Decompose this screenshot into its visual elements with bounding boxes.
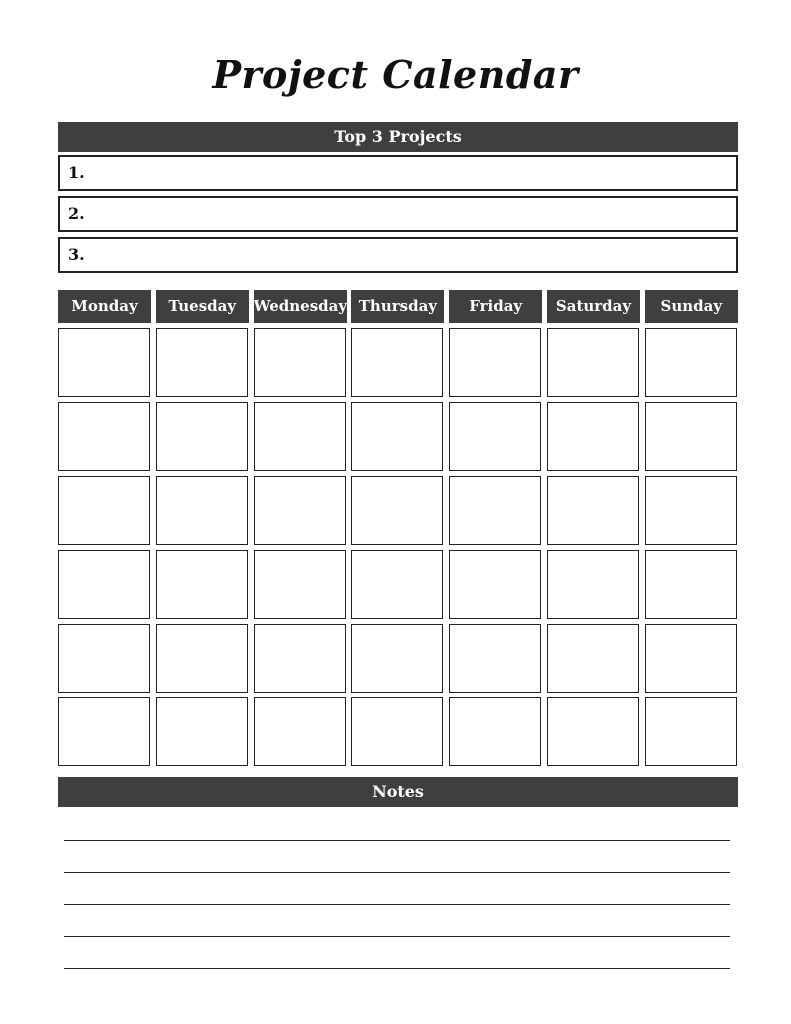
calendar-cell[interactable]	[58, 550, 150, 619]
note-line[interactable]	[64, 936, 730, 937]
calendar-cell[interactable]	[254, 328, 346, 397]
calendar-cell[interactable]	[449, 550, 541, 619]
calendar-cell[interactable]	[449, 402, 541, 471]
note-line[interactable]	[64, 840, 730, 841]
project-number: 3.	[68, 245, 85, 264]
calendar-cell[interactable]	[351, 550, 443, 619]
calendar-cell[interactable]	[254, 697, 346, 766]
note-line[interactable]	[64, 904, 730, 905]
calendar-cell[interactable]	[156, 624, 248, 693]
note-line[interactable]	[64, 968, 730, 969]
calendar-cell[interactable]	[254, 624, 346, 693]
calendar-cell[interactable]	[547, 476, 639, 545]
calendar-cell[interactable]	[351, 624, 443, 693]
project-number: 2.	[68, 204, 85, 223]
calendar-cell[interactable]	[58, 624, 150, 693]
notes-header: Notes	[58, 777, 738, 807]
calendar-cell[interactable]	[156, 550, 248, 619]
day-header-thursday: Thursday	[351, 290, 444, 323]
project-row-3[interactable]	[58, 237, 738, 273]
calendar-cell[interactable]	[58, 697, 150, 766]
calendar-cell[interactable]	[547, 402, 639, 471]
calendar-cell[interactable]	[449, 624, 541, 693]
calendar-cell[interactable]	[58, 402, 150, 471]
calendar-cell[interactable]	[351, 402, 443, 471]
calendar-cell[interactable]	[645, 402, 737, 471]
calendar-cell[interactable]	[645, 328, 737, 397]
calendar-cell[interactable]	[449, 697, 541, 766]
day-header-saturday: Saturday	[547, 290, 640, 323]
calendar-cell[interactable]	[351, 476, 443, 545]
day-header-tuesday: Tuesday	[156, 290, 249, 323]
calendar-cell[interactable]	[645, 476, 737, 545]
project-number: 1.	[68, 163, 85, 182]
calendar-cell[interactable]	[449, 476, 541, 545]
calendar-cell[interactable]	[58, 328, 150, 397]
day-header-wednesday: Wednesday	[254, 290, 347, 323]
day-header-friday: Friday	[449, 290, 542, 323]
calendar-cell[interactable]	[254, 476, 346, 545]
calendar-cell[interactable]	[351, 697, 443, 766]
calendar-cell[interactable]	[254, 402, 346, 471]
calendar-cell[interactable]	[254, 550, 346, 619]
calendar-cell[interactable]	[547, 328, 639, 397]
page-title: Project Calendar	[212, 52, 579, 97]
day-header-monday: Monday	[58, 290, 151, 323]
calendar-cell[interactable]	[58, 476, 150, 545]
calendar-cell[interactable]	[645, 624, 737, 693]
day-header-sunday: Sunday	[645, 290, 738, 323]
calendar-cell[interactable]	[449, 328, 541, 397]
calendar-cell[interactable]	[156, 328, 248, 397]
calendar-cell[interactable]	[351, 328, 443, 397]
project-row-2[interactable]	[58, 196, 738, 232]
projects-header: Top 3 Projects	[58, 122, 738, 152]
note-line[interactable]	[64, 872, 730, 873]
calendar-cell[interactable]	[645, 697, 737, 766]
project-row-1[interactable]	[58, 155, 738, 191]
calendar-cell[interactable]	[547, 624, 639, 693]
calendar-cell[interactable]	[156, 402, 248, 471]
calendar-cell[interactable]	[547, 550, 639, 619]
calendar-cell[interactable]	[547, 697, 639, 766]
calendar-cell[interactable]	[156, 697, 248, 766]
calendar-cell[interactable]	[156, 476, 248, 545]
calendar-cell[interactable]	[645, 550, 737, 619]
